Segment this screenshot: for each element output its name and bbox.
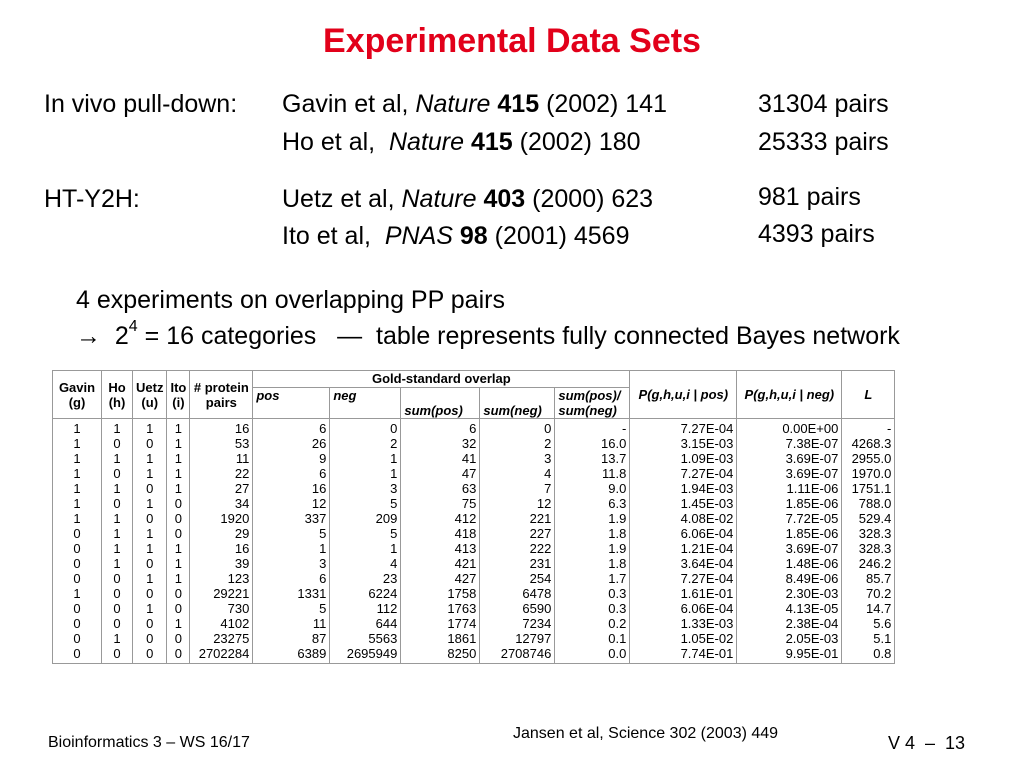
table-cell: 5 [253, 601, 330, 616]
table-cell: 4.08E-02 [630, 511, 737, 526]
table-cell: 41 [401, 451, 480, 466]
table-cell: 254 [480, 571, 555, 586]
table-cell: 9.0 [555, 481, 630, 496]
table-row [53, 646, 895, 664]
ref-journal: Nature [389, 128, 465, 156]
table-cell: 0 [167, 526, 190, 541]
table-cell: 3.69E-07 [737, 541, 842, 556]
table-cell: 1.09E-03 [630, 451, 737, 466]
table-cell: 6389 [253, 646, 330, 664]
table-cell: 123 [190, 571, 253, 586]
ref-details: (2000) 623 [525, 185, 654, 213]
table-cell: 788.0 [842, 496, 895, 511]
table-cell: 29 [190, 526, 253, 541]
ref-details: (2002) 180 [512, 128, 641, 156]
table-cell: 53 [190, 436, 253, 451]
col-header-p-neg: P(g,h,u,i | neg) [737, 371, 842, 419]
table-cell: 14.7 [842, 601, 895, 616]
table-cell: 1.8 [555, 526, 630, 541]
table-cell: 644 [330, 616, 401, 631]
table-cell: 1 [102, 526, 133, 541]
table-cell: 5 [253, 526, 330, 541]
table-cell: 0 [53, 541, 102, 556]
ref-author: Gavin et al, [282, 90, 416, 118]
table-row [53, 556, 895, 571]
table-cell: 12797 [480, 631, 555, 646]
table-cell: 112 [330, 601, 401, 616]
table-row [53, 481, 895, 496]
categories-text [76, 318, 900, 351]
table-cell: 1774 [401, 616, 480, 631]
ref-journal: PNAS [384, 222, 453, 250]
table-cell: 7.27E-04 [630, 466, 737, 481]
table-cell: 2 [480, 436, 555, 451]
table-cell: 0 [133, 646, 167, 664]
table-cell: 85.7 [842, 571, 895, 586]
table-cell: 1 [167, 556, 190, 571]
table-cell: 1 [133, 451, 167, 466]
table-cell: 0 [102, 436, 133, 451]
table-cell: 9.95E-01 [737, 646, 842, 664]
table-cell: 6.3 [555, 496, 630, 511]
table-cell: 1 [330, 466, 401, 481]
table-cell: 0 [53, 631, 102, 646]
table-cell: 1 [102, 451, 133, 466]
table-cell: 0 [102, 601, 133, 616]
table-cell: 0 [167, 631, 190, 646]
table-cell: 231 [480, 556, 555, 571]
table-cell: 1 [253, 541, 330, 556]
col-header-pos: pos [253, 388, 330, 419]
table-cell: 12 [480, 496, 555, 511]
table-cell: 1.85E-06 [737, 496, 842, 511]
footer-citation: Jansen et al, Science 302 (2003) 449 [513, 725, 779, 742]
footer-page-number: V 4 – 13 [888, 733, 966, 753]
table-cell: 6478 [480, 586, 555, 601]
table-cell: 337 [253, 511, 330, 526]
table-cell: 2708746 [480, 646, 555, 664]
table-cell: 5563 [330, 631, 401, 646]
table-cell: 1763 [401, 601, 480, 616]
table-cell: 421 [401, 556, 480, 571]
table-cell: 4.13E-05 [737, 601, 842, 616]
table-cell: 1 [133, 496, 167, 511]
pairs-gavin: 31304 pairs [758, 90, 889, 118]
table-cell: 2.05E-03 [737, 631, 842, 646]
ref-journal: Nature [401, 185, 477, 213]
table-cell: 1 [53, 419, 102, 437]
table-cell: 63 [401, 481, 480, 496]
col-header-gavin: Gavin (g) [53, 371, 102, 419]
ref-author: Ito et al, [282, 222, 385, 250]
table-cell: 1 [53, 466, 102, 481]
categories-prefix: → 2 [76, 322, 129, 350]
reference-ito [282, 222, 629, 251]
table-cell: 1 [53, 496, 102, 511]
table-cell: 0 [133, 436, 167, 451]
table-cell: 0 [102, 496, 133, 511]
table-cell: 1 [102, 556, 133, 571]
table-cell: 1 [133, 601, 167, 616]
table-cell: 413 [401, 541, 480, 556]
col-header-ratio: sum(pos)/ sum(neg) [555, 388, 630, 419]
table-cell: 1.94E-03 [630, 481, 737, 496]
table-cell: - [555, 419, 630, 437]
table-cell: 0 [53, 526, 102, 541]
table-cell: 0 [53, 616, 102, 631]
ref-author: Ho et al, [282, 128, 389, 156]
table-cell: 1 [167, 481, 190, 496]
table-cell: 1.11E-06 [737, 481, 842, 496]
table-cell: 1.9 [555, 541, 630, 556]
categories-suffix: = 16 categories — table represents fully connected Bayes network [137, 322, 900, 350]
table-cell: 0.2 [555, 616, 630, 631]
table-header-row [53, 371, 895, 388]
table-row [53, 586, 895, 601]
table-cell: 0 [167, 511, 190, 526]
table-cell: 16 [190, 419, 253, 437]
table-cell: 1.85E-06 [737, 526, 842, 541]
pairs-uetz: 981 pairs [758, 183, 861, 211]
table-cell: 1.8 [555, 556, 630, 571]
table-cell: 1 [53, 586, 102, 601]
table-cell: 412 [401, 511, 480, 526]
table-cell: 1 [167, 436, 190, 451]
table-cell: 12 [253, 496, 330, 511]
col-header-protein-pairs: # protein pairs [190, 371, 253, 419]
table-cell: 4 [480, 466, 555, 481]
ref-volume: 403 [483, 185, 526, 213]
table-cell: 0.3 [555, 586, 630, 601]
table-cell: 1758 [401, 586, 480, 601]
table-cell: 8.49E-06 [737, 571, 842, 586]
table-row [53, 419, 895, 437]
table-cell: 1 [133, 466, 167, 481]
table-cell: 0 [102, 646, 133, 664]
table-cell: 4 [330, 556, 401, 571]
table-cell: 1970.0 [842, 466, 895, 481]
table-cell: 7.27E-04 [630, 419, 737, 437]
table-cell: 0 [133, 481, 167, 496]
table-cell: 7234 [480, 616, 555, 631]
table-cell: 227 [480, 526, 555, 541]
table-cell: 4102 [190, 616, 253, 631]
experiments-text: 4 experiments on overlapping PP pairs [76, 286, 505, 314]
table-cell: 2.38E-04 [737, 616, 842, 631]
table-cell: 221 [480, 511, 555, 526]
table-cell: 0 [102, 616, 133, 631]
ref-volume: 98 [459, 222, 488, 250]
table-cell: 1.33E-03 [630, 616, 737, 631]
table-cell: 26 [253, 436, 330, 451]
table-cell: 5 [330, 496, 401, 511]
ref-journal: Nature [415, 90, 491, 118]
table-cell: 6 [253, 466, 330, 481]
col-header-sum-neg: sum(neg) [480, 388, 555, 419]
table-cell: 6 [253, 571, 330, 586]
table-cell: 0 [167, 646, 190, 664]
col-header-neg: neg [330, 388, 401, 419]
table-cell: 209 [330, 511, 401, 526]
table-row [53, 451, 895, 466]
table-cell: 0.1 [555, 631, 630, 646]
table-cell: 11.8 [555, 466, 630, 481]
table-cell: 1.61E-01 [630, 586, 737, 601]
table-cell: 0 [133, 616, 167, 631]
table-cell: 1751.1 [842, 481, 895, 496]
table-cell: 7.38E-07 [737, 436, 842, 451]
table-cell: 328.3 [842, 526, 895, 541]
reference-uetz [282, 185, 653, 214]
table-cell: 47 [401, 466, 480, 481]
table-cell: 1.7 [555, 571, 630, 586]
footer-course: Bioinformatics 3 – WS 16/17 [48, 734, 250, 751]
table-cell: 1.05E-02 [630, 631, 737, 646]
ref-details: (2001) 4569 [487, 222, 630, 250]
table-cell: 1 [102, 419, 133, 437]
table-cell: 1.21E-04 [630, 541, 737, 556]
table-cell: 1 [167, 419, 190, 437]
table-cell: 75 [401, 496, 480, 511]
table-cell: 0 [330, 419, 401, 437]
table-cell: 730 [190, 601, 253, 616]
table-cell: 1 [167, 616, 190, 631]
table-cell: 16 [253, 481, 330, 496]
table-cell: 70.2 [842, 586, 895, 601]
ref-volume: 415 [471, 128, 513, 156]
table-cell: 1 [102, 541, 133, 556]
table-cell: 3 [480, 451, 555, 466]
col-header-uetz: Uetz (u) [133, 371, 167, 419]
table-cell: 29221 [190, 586, 253, 601]
table-cell: 1920 [190, 511, 253, 526]
table-cell: - [842, 419, 895, 437]
table-cell: 328.3 [842, 541, 895, 556]
ref-author: Uetz et al, [282, 185, 402, 213]
table-cell: 246.2 [842, 556, 895, 571]
reference-gavin [282, 90, 667, 119]
table-cell: 8250 [401, 646, 480, 664]
table-cell: 1 [330, 541, 401, 556]
table-cell: 11 [253, 616, 330, 631]
dataset-label-pulldown: In vivo pull-down: [44, 90, 238, 118]
col-header-ito: Ito (i) [167, 371, 190, 419]
table-cell: 6 [253, 419, 330, 437]
table-cell: 0 [53, 646, 102, 664]
table-row [53, 631, 895, 646]
table-cell: 1 [53, 436, 102, 451]
table-cell: 0.0 [555, 646, 630, 664]
table-cell: 5 [330, 526, 401, 541]
table-cell: 1 [167, 466, 190, 481]
table-cell: 1 [133, 571, 167, 586]
table-cell: 0.00E+00 [737, 419, 842, 437]
table-cell: 2695949 [330, 646, 401, 664]
table-cell: 1 [133, 541, 167, 556]
table-cell: 9 [253, 451, 330, 466]
reference-ho [282, 128, 641, 157]
dataset-label-y2h: HT-Y2H: [44, 185, 140, 213]
table-cell: 1 [133, 419, 167, 437]
table-row [53, 466, 895, 481]
table-cell: 87 [253, 631, 330, 646]
table-cell: 1 [167, 571, 190, 586]
group-header-gold-standard: Gold-standard overlap [253, 371, 630, 388]
table-cell: 16 [190, 541, 253, 556]
table-cell: 1 [102, 511, 133, 526]
table-cell: 6.06E-04 [630, 526, 737, 541]
table-cell: 0 [53, 601, 102, 616]
table-cell: 1 [167, 541, 190, 556]
table-row [53, 526, 895, 541]
table-cell: 6 [401, 419, 480, 437]
table-cell: 3.64E-04 [630, 556, 737, 571]
table-cell: 16.0 [555, 436, 630, 451]
table-cell: 1861 [401, 631, 480, 646]
table-cell: 6590 [480, 601, 555, 616]
categories-exponent: 4 [128, 318, 138, 335]
table-cell: 0 [102, 586, 133, 601]
table-cell: 3.69E-07 [737, 466, 842, 481]
table-cell: 2702284 [190, 646, 253, 664]
table-cell: 0 [102, 571, 133, 586]
table-cell: 4268.3 [842, 436, 895, 451]
table-cell: 0 [102, 466, 133, 481]
table-cell: 1 [102, 631, 133, 646]
table-cell: 1.45E-03 [630, 496, 737, 511]
table-cell: 0 [53, 556, 102, 571]
table-cell: 0 [167, 601, 190, 616]
ref-volume: 415 [497, 90, 540, 118]
table-cell: 23 [330, 571, 401, 586]
table-cell: 0 [133, 511, 167, 526]
table-cell: 2 [330, 436, 401, 451]
table-cell: 3.69E-07 [737, 451, 842, 466]
table-row [53, 511, 895, 526]
table-cell: 5.1 [842, 631, 895, 646]
table-cell: 0.8 [842, 646, 895, 664]
table-cell: 32 [401, 436, 480, 451]
table-cell: 1 [330, 451, 401, 466]
table-cell: 13.7 [555, 451, 630, 466]
table-cell: 1.9 [555, 511, 630, 526]
table-cell: 1 [102, 481, 133, 496]
table-cell: 2955.0 [842, 451, 895, 466]
table-cell: 23275 [190, 631, 253, 646]
col-header-L: L [842, 371, 895, 419]
table-cell: 34 [190, 496, 253, 511]
table-cell: 1331 [253, 586, 330, 601]
table-cell: 0.3 [555, 601, 630, 616]
table-cell: 0 [133, 556, 167, 571]
table-cell: 1 [133, 526, 167, 541]
table-cell: 222 [480, 541, 555, 556]
data-table [52, 370, 895, 664]
col-header-sum-pos: sum(pos) [401, 388, 480, 419]
table-cell: 1.48E-06 [737, 556, 842, 571]
ref-details: (2002) 141 [539, 90, 667, 118]
table-cell: 3.15E-03 [630, 436, 737, 451]
table-cell: 11 [190, 451, 253, 466]
table-cell: 427 [401, 571, 480, 586]
table-row [53, 541, 895, 556]
table-cell: 22 [190, 466, 253, 481]
table-cell: 7 [480, 481, 555, 496]
table-row [53, 436, 895, 451]
table-cell: 0 [133, 631, 167, 646]
col-header-p-pos: P(g,h,u,i | pos) [630, 371, 737, 419]
table-cell: 1 [53, 511, 102, 526]
table-row [53, 571, 895, 586]
table-cell: 3 [253, 556, 330, 571]
table-cell: 0 [167, 496, 190, 511]
table-cell: 418 [401, 526, 480, 541]
table-cell: 0 [53, 571, 102, 586]
table-cell: 39 [190, 556, 253, 571]
table-cell: 7.72E-05 [737, 511, 842, 526]
table-cell: 0 [167, 586, 190, 601]
table-cell: 1 [53, 451, 102, 466]
table-cell: 5.6 [842, 616, 895, 631]
table-row [53, 616, 895, 631]
table-row [53, 601, 895, 616]
table-cell: 0 [480, 419, 555, 437]
pairs-ho: 25333 pairs [758, 128, 889, 156]
table-cell: 2.30E-03 [737, 586, 842, 601]
table-row [53, 496, 895, 511]
table-cell: 0 [133, 586, 167, 601]
pairs-ito: 4393 pairs [758, 220, 875, 248]
table-cell: 7.74E-01 [630, 646, 737, 664]
table-cell: 7.27E-04 [630, 571, 737, 586]
table-cell: 3 [330, 481, 401, 496]
page-title: Experimental Data Sets [323, 22, 701, 60]
table-cell: 27 [190, 481, 253, 496]
table-cell: 529.4 [842, 511, 895, 526]
table-cell: 6224 [330, 586, 401, 601]
col-header-ho: Ho (h) [102, 371, 133, 419]
table-cell: 1 [53, 481, 102, 496]
table-cell: 6.06E-04 [630, 601, 737, 616]
table-cell: 1 [167, 451, 190, 466]
